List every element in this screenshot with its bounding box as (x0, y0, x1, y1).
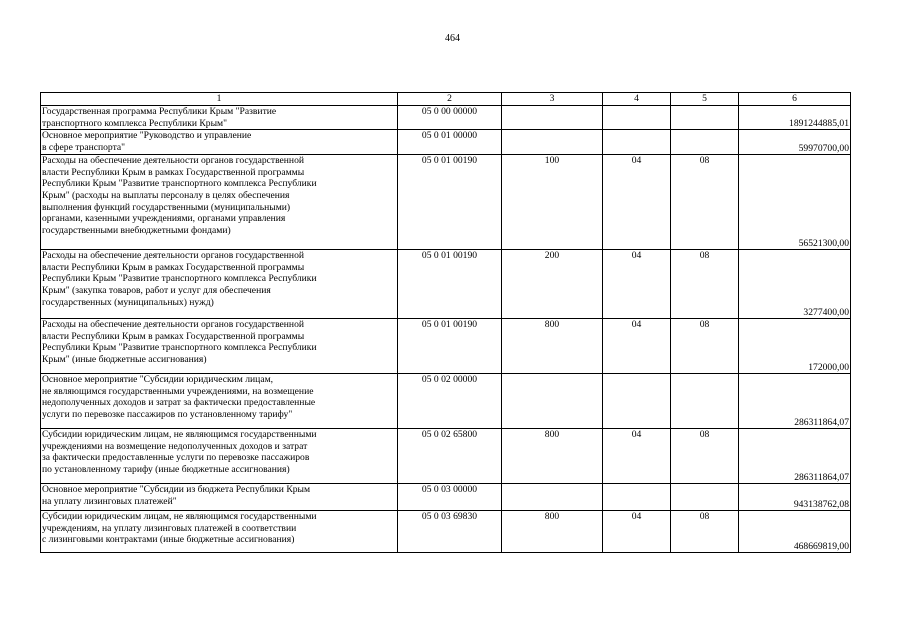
table-row (41, 429, 851, 484)
row-code-cell: 05 0 01 00000 (398, 130, 502, 155)
column-header: 5 (671, 93, 739, 106)
table-row (41, 484, 851, 511)
table-row (41, 155, 851, 250)
row-code-cell: 05 0 01 00190 (398, 319, 502, 374)
row-rz-cell (603, 130, 671, 155)
row-rz-cell: 04 (603, 429, 671, 484)
table-row (41, 319, 851, 374)
row-vr-cell (502, 106, 603, 130)
budget-table (40, 92, 851, 553)
page-number: 464 (445, 33, 460, 44)
column-header: 6 (739, 93, 851, 106)
row-name-cell: Расходы на обеспечение деятельности органов государственной власти Республики Крым в рамках Государственной программы Республики Крым "Развитие транспортного комплекса Республики Крым" (закупка товаров, работ и услуг для обеспечения государственных (муниципальных) нужд) (41, 250, 398, 319)
row-name-cell: Расходы на обеспечение деятельности органов государственной власти Республики Крым в рамках Государственной программы Республики Крым "Развитие транспортного комплекса Республики Крым" (иные бюджетные ассигнования) (41, 319, 398, 374)
column-header: 3 (502, 93, 603, 106)
row-sum-cell: 468669819,00 (739, 511, 851, 553)
table-row (41, 250, 851, 319)
row-name-cell: Основное мероприятие "Субсидии из бюджета Республики Крым на уплату лизинговых платежей" (41, 484, 398, 511)
row-sum-cell: 1891244885,01 (739, 106, 851, 130)
row-pr-cell (671, 106, 739, 130)
row-rz-cell: 04 (603, 511, 671, 553)
table-header-row (41, 93, 851, 106)
row-name-cell: Расходы на обеспечение деятельности органов государственной власти Республики Крым в рамках Государственной программы Республики Крым "Развитие транспортного комплекса Республики Крым" (расходы на выплаты персоналу в целях обеспечения выполнения функций государственными (муниципальными) органами, казенными учреждениями, органами управления государственными внебюджетными фондами) (41, 155, 398, 250)
row-sum-cell: 943138762,08 (739, 484, 851, 511)
column-header: 2 (398, 93, 502, 106)
row-pr-cell (671, 374, 739, 429)
row-vr-cell: 100 (502, 155, 603, 250)
row-code-cell: 05 0 01 00190 (398, 155, 502, 250)
row-rz-cell: 04 (603, 155, 671, 250)
row-sum-cell: 286311864,07 (739, 429, 851, 484)
row-code-cell: 05 0 00 00000 (398, 106, 502, 130)
table-row (41, 374, 851, 429)
row-pr-cell: 08 (671, 511, 739, 553)
row-code-cell: 05 0 03 69830 (398, 511, 502, 553)
row-code-cell: 05 0 02 00000 (398, 374, 502, 429)
row-pr-cell: 08 (671, 250, 739, 319)
row-vr-cell: 200 (502, 250, 603, 319)
row-rz-cell (603, 106, 671, 130)
row-name-cell: Основное мероприятие "Руководство и управление в сфере транспорта" (41, 130, 398, 155)
row-sum-cell: 56521300,00 (739, 155, 851, 250)
row-pr-cell: 08 (671, 429, 739, 484)
row-name-cell: Субсидии юридическим лицам, не являющимся государственными учреждениям, на уплату лизинговых платежей в соответствии с лизинговыми контрактами (иные бюджетные ассигнования) (41, 511, 398, 553)
row-code-cell: 05 0 03 00000 (398, 484, 502, 511)
column-header: 1 (41, 93, 398, 106)
row-vr-cell: 800 (502, 319, 603, 374)
row-rz-cell: 04 (603, 250, 671, 319)
row-sum-cell: 286311864,07 (739, 374, 851, 429)
table-row (41, 106, 851, 130)
row-pr-cell (671, 484, 739, 511)
row-vr-cell (502, 130, 603, 155)
row-sum-cell: 59970700,00 (739, 130, 851, 155)
row-vr-cell: 800 (502, 511, 603, 553)
row-code-cell: 05 0 01 00190 (398, 250, 502, 319)
row-pr-cell (671, 130, 739, 155)
table-row (41, 130, 851, 155)
row-sum-cell: 3277400,00 (739, 250, 851, 319)
row-rz-cell (603, 484, 671, 511)
row-name-cell: Субсидии юридическим лицам, не являющимся государственными учреждениями на возмещение недополученных доходов и затрат за фактически предоставленные услуги по перевозке пассажиров по установленному тарифу (иные бюджетные ассигнования) (41, 429, 398, 484)
row-sum-cell: 172000,00 (739, 319, 851, 374)
row-code-cell: 05 0 02 65800 (398, 429, 502, 484)
row-pr-cell: 08 (671, 155, 739, 250)
row-rz-cell: 04 (603, 319, 671, 374)
row-rz-cell (603, 374, 671, 429)
row-vr-cell (502, 374, 603, 429)
column-header: 4 (603, 93, 671, 106)
row-pr-cell: 08 (671, 319, 739, 374)
row-name-cell: Основное мероприятие "Субсидии юридическим лицам, не являющимся государственными учреждениями, на возмещение недополученных доходов и затрат за фактически предоставленные услуги по перевозке пассажиров по установленному тарифу" (41, 374, 398, 429)
row-name-cell: Государственная программа Республики Крым "Развитие транспортного комплекса Республики Крым" (41, 106, 398, 130)
table-row (41, 511, 851, 553)
row-vr-cell (502, 484, 603, 511)
row-vr-cell: 800 (502, 429, 603, 484)
